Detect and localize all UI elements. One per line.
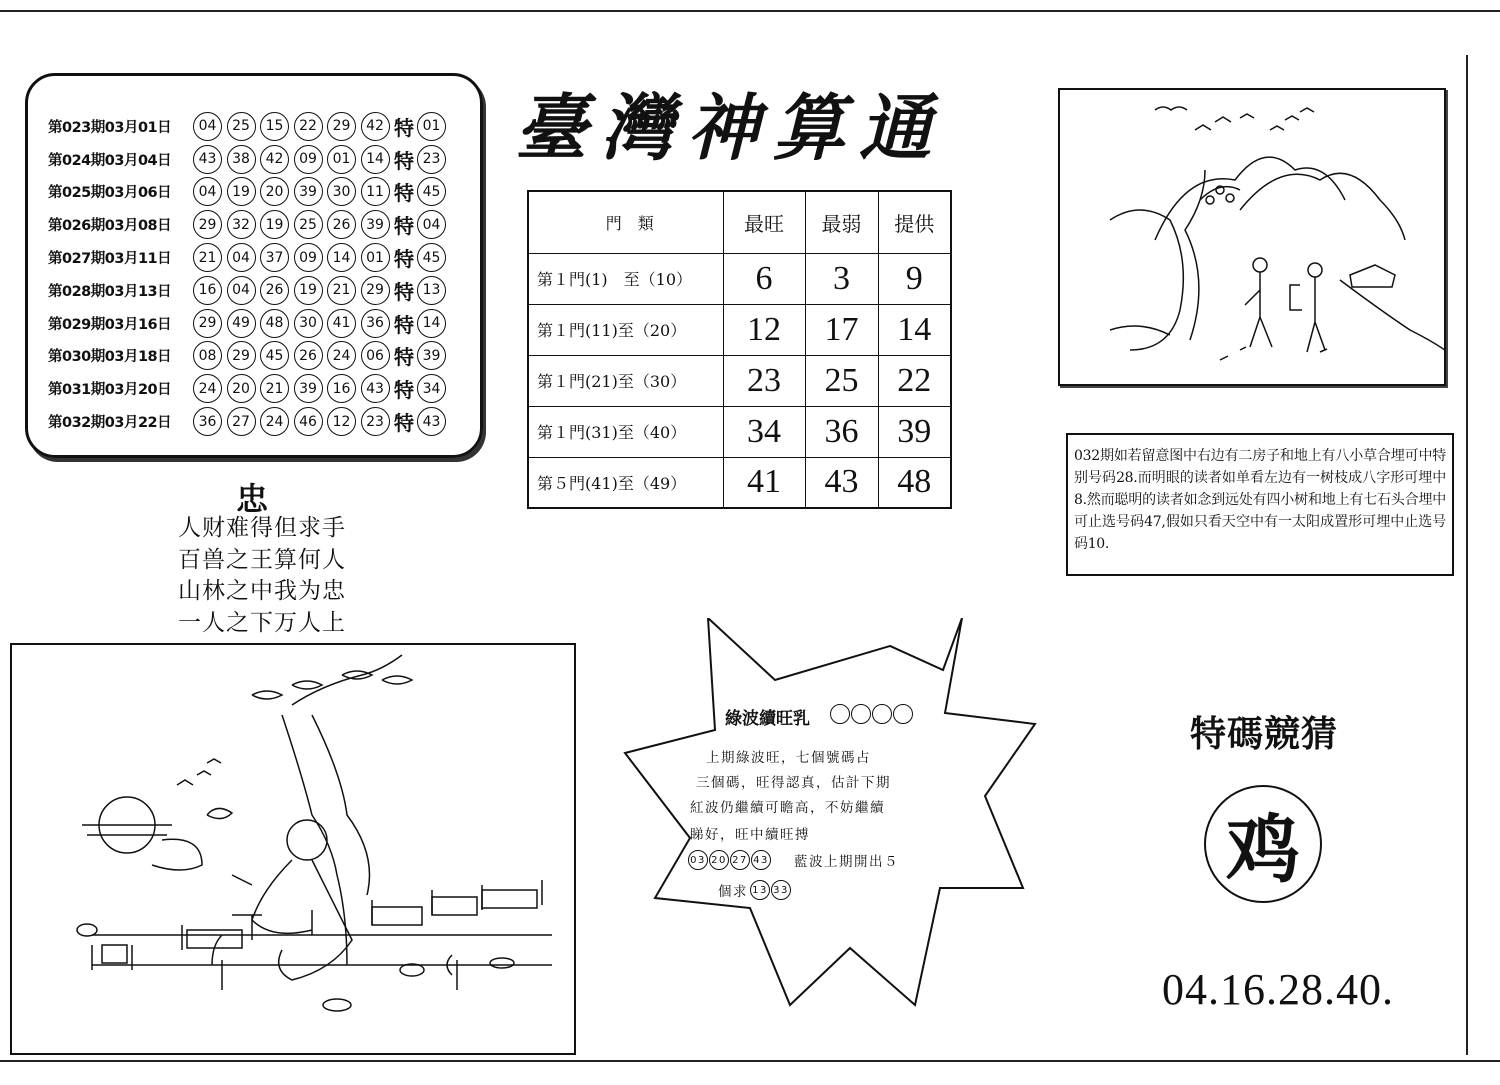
number-ball: 29 xyxy=(193,309,222,338)
number-ball: 48 xyxy=(260,309,289,338)
number-ball: 46 xyxy=(294,407,323,436)
special-number-ball: 13 xyxy=(417,276,446,305)
number-ball: 43 xyxy=(361,374,390,403)
table-row xyxy=(528,253,951,304)
number-ball: 29 xyxy=(227,341,256,370)
history-row xyxy=(48,143,480,176)
special-label: 特 xyxy=(394,214,414,239)
number-ball: 45 xyxy=(260,341,289,370)
gate-value: 48 xyxy=(878,457,951,508)
gate-label: 第１門(1) 至（10） xyxy=(528,253,723,304)
number-ball: 26 xyxy=(260,276,289,305)
bottom-rule xyxy=(0,1060,1500,1062)
number-ball: 19 xyxy=(227,177,256,206)
poem xyxy=(178,513,346,639)
special-label: 特 xyxy=(394,378,414,403)
page-title: 臺灣神算通 xyxy=(515,85,946,170)
header-coldest: 最弱 xyxy=(805,191,878,253)
draw-date-label: 第030期03月18日 xyxy=(48,349,172,366)
draw-date-label: 第032期03月22日 xyxy=(48,415,172,432)
number-ball: 01 xyxy=(361,243,390,272)
history-row xyxy=(48,307,480,340)
history-row xyxy=(48,274,480,307)
number-ball: 37 xyxy=(260,243,289,272)
burst-balls-line xyxy=(688,850,899,870)
number-ball: 39 xyxy=(294,177,323,206)
number-ball: 08 xyxy=(193,341,222,370)
draw-date-label: 第024期03月04日 xyxy=(48,152,172,169)
number-ball: 20 xyxy=(709,850,729,870)
burst-tail-line xyxy=(718,880,792,900)
draw-date-label: 第025期03月06日 xyxy=(48,185,172,202)
zodiac-animal-circle xyxy=(1204,785,1322,903)
special-label: 特 xyxy=(394,181,414,206)
history-row xyxy=(48,372,480,405)
poem-line: 百兽之王算何人 xyxy=(178,546,346,573)
draw-date-label: 第026期03月08日 xyxy=(48,218,172,235)
number-ball: 11 xyxy=(361,177,390,206)
gate-value: 41 xyxy=(723,457,805,508)
gate-value: 14 xyxy=(878,304,951,355)
number-ball: 41 xyxy=(327,309,356,338)
gate-value: 6 xyxy=(723,253,805,304)
number-ball: 43 xyxy=(751,850,771,870)
header-category: 門 類 xyxy=(528,191,723,253)
number-ball: 29 xyxy=(361,276,390,305)
draw-history-panel xyxy=(25,73,483,458)
gate-value: 43 xyxy=(805,457,878,508)
number-ball: 38 xyxy=(227,145,256,174)
zodiac-animal: 鸡 xyxy=(1226,807,1300,893)
burst-tail-text-2: 個求 xyxy=(718,884,748,900)
gate-value: 25 xyxy=(805,355,878,406)
number-ball: 29 xyxy=(327,112,356,141)
number-ball: 04 xyxy=(193,177,222,206)
number-ball: 23 xyxy=(361,407,390,436)
burst-title-balls xyxy=(830,709,914,729)
number-ball-blank xyxy=(872,704,892,724)
number-ball: 16 xyxy=(327,374,356,403)
number-ball-blank xyxy=(830,704,850,724)
number-ball: 15 xyxy=(260,112,289,141)
poem-line: 山林之中我为忠 xyxy=(178,578,346,604)
number-ball: 25 xyxy=(227,112,256,141)
number-ball: 16 xyxy=(193,276,222,305)
hills-drawing xyxy=(1060,90,1444,384)
special-guess-numbers: 04.16.28.40. xyxy=(1162,965,1394,1014)
number-ball: 21 xyxy=(327,276,356,305)
number-ball: 29 xyxy=(193,210,222,239)
number-ball: 21 xyxy=(193,243,222,272)
number-ball: 43 xyxy=(193,145,222,174)
number-ball: 49 xyxy=(227,309,256,338)
number-ball: 14 xyxy=(361,145,390,174)
number-ball: 36 xyxy=(193,407,222,436)
gate-label: 第５門(41)至（49） xyxy=(528,457,723,508)
burst-line: 紅波仍繼續可瞻高，不妨繼續 xyxy=(690,800,885,816)
special-number-ball: 43 xyxy=(417,407,446,436)
table-row xyxy=(528,355,951,406)
number-ball: 21 xyxy=(260,374,289,403)
gate-value: 34 xyxy=(723,406,805,457)
special-number-ball: 39 xyxy=(417,341,446,370)
poem-title: 忠 xyxy=(236,480,269,518)
special-label: 特 xyxy=(394,279,414,304)
number-ball: 27 xyxy=(730,850,750,870)
special-number-ball: 14 xyxy=(417,309,446,338)
number-ball: 26 xyxy=(294,341,323,370)
gate-value: 3 xyxy=(805,253,878,304)
special-number-ball: 04 xyxy=(417,210,446,239)
special-number-ball: 01 xyxy=(417,112,446,141)
gate-label: 第１門(11)至（20） xyxy=(528,304,723,355)
special-number-ball: 23 xyxy=(417,145,446,174)
number-ball: 27 xyxy=(227,407,256,436)
number-ball: 01 xyxy=(327,145,356,174)
poem-line: 一人之下万人上 xyxy=(178,609,346,636)
number-ball: 09 xyxy=(294,145,323,174)
draw-date-label: 第031期03月20日 xyxy=(48,382,172,399)
number-ball: 22 xyxy=(294,112,323,141)
draw-date-label: 第027期03月11日 xyxy=(48,251,172,268)
number-ball: 24 xyxy=(193,374,222,403)
draw-date-label: 第029期03月16日 xyxy=(48,316,172,333)
gate-value: 12 xyxy=(723,304,805,355)
gate-table-header xyxy=(528,191,951,253)
burst-line: 三個碼，旺得認真，估計下期 xyxy=(696,775,891,791)
gate-value: 36 xyxy=(805,406,878,457)
burst-title xyxy=(725,704,914,729)
draw-date-label: 第028期03月13日 xyxy=(48,283,172,300)
gate-value: 9 xyxy=(878,253,951,304)
header-hottest: 最旺 xyxy=(723,191,805,253)
number-ball: 09 xyxy=(294,243,323,272)
number-ball: 30 xyxy=(327,177,356,206)
table-row xyxy=(528,406,951,457)
history-row xyxy=(48,176,480,209)
gate-value: 23 xyxy=(723,355,805,406)
number-ball: 36 xyxy=(361,309,390,338)
special-number-ball: 45 xyxy=(417,177,446,206)
burst-title-text: 綠波續旺乳 xyxy=(725,709,810,729)
number-ball: 20 xyxy=(260,177,289,206)
monk-illustration xyxy=(10,643,576,1055)
gate-table xyxy=(527,190,952,509)
history-row xyxy=(48,208,480,241)
history-row xyxy=(48,110,480,143)
special-label: 特 xyxy=(394,148,414,173)
gate-value: 39 xyxy=(878,406,951,457)
number-ball: 33 xyxy=(771,880,791,900)
number-ball: 39 xyxy=(294,374,323,403)
number-ball: 26 xyxy=(327,210,356,239)
top-rule xyxy=(0,10,1500,12)
number-ball: 03 xyxy=(688,850,708,870)
number-ball: 19 xyxy=(294,276,323,305)
special-number-ball: 45 xyxy=(417,243,446,272)
gate-value: 17 xyxy=(805,304,878,355)
number-ball: 42 xyxy=(260,145,289,174)
poem-line: 人财难得但求手 xyxy=(178,515,346,541)
gate-label: 第１門(31)至（40） xyxy=(528,406,723,457)
special-label: 特 xyxy=(394,411,414,436)
number-ball-blank xyxy=(851,704,871,724)
number-ball: 04 xyxy=(193,112,222,141)
history-row xyxy=(48,340,480,373)
number-ball: 24 xyxy=(327,341,356,370)
monk-drawing xyxy=(12,645,574,1053)
number-ball: 42 xyxy=(361,112,390,141)
number-ball-blank xyxy=(893,704,913,724)
number-ball: 13 xyxy=(750,880,770,900)
hills-illustration xyxy=(1058,88,1446,386)
number-ball: 32 xyxy=(227,210,256,239)
table-row xyxy=(528,457,951,508)
header-offered: 提供 xyxy=(878,191,951,253)
history-row xyxy=(48,241,480,274)
number-ball: 04 xyxy=(227,243,256,272)
number-ball: 12 xyxy=(327,407,356,436)
number-ball: 25 xyxy=(294,210,323,239)
number-ball: 14 xyxy=(327,243,356,272)
number-ball: 19 xyxy=(260,210,289,239)
history-row xyxy=(48,405,480,438)
number-ball: 20 xyxy=(227,374,256,403)
clue-text: 032期如若留意图中右边有二房子和地上有八小草合埋可中特别号码28.而明眼的读者如单看左边有一树枝成八字形可埋中8.然而聪明的读者如念到远处有四小树和地上有七石头合埋中可止选号码47,假如只看天空中有一太阳成置形可埋中止选号码10. xyxy=(1066,433,1454,576)
number-ball: 39 xyxy=(361,210,390,239)
special-label: 特 xyxy=(394,345,414,370)
special-number-ball: 34 xyxy=(417,374,446,403)
burst-line: 上期綠波旺，七個號碼占 xyxy=(706,750,871,766)
gate-label: 第１門(21)至（30） xyxy=(528,355,723,406)
special-guess-title: 特碼競猜 xyxy=(1190,714,1339,755)
burst-line: 睇好，旺中續旺搏 xyxy=(690,827,810,843)
draw-date-label: 第023期03月01日 xyxy=(48,119,172,136)
number-ball: 24 xyxy=(260,407,289,436)
special-label: 特 xyxy=(394,115,414,140)
number-ball: 06 xyxy=(361,341,390,370)
table-row xyxy=(528,304,951,355)
number-ball: 04 xyxy=(227,276,256,305)
burst-tail-text: 藍波上期開出５ xyxy=(794,854,899,870)
special-label: 特 xyxy=(394,247,414,272)
right-rule xyxy=(1466,55,1468,1055)
gate-value: 22 xyxy=(878,355,951,406)
special-label: 特 xyxy=(394,312,414,337)
number-ball: 30 xyxy=(294,309,323,338)
